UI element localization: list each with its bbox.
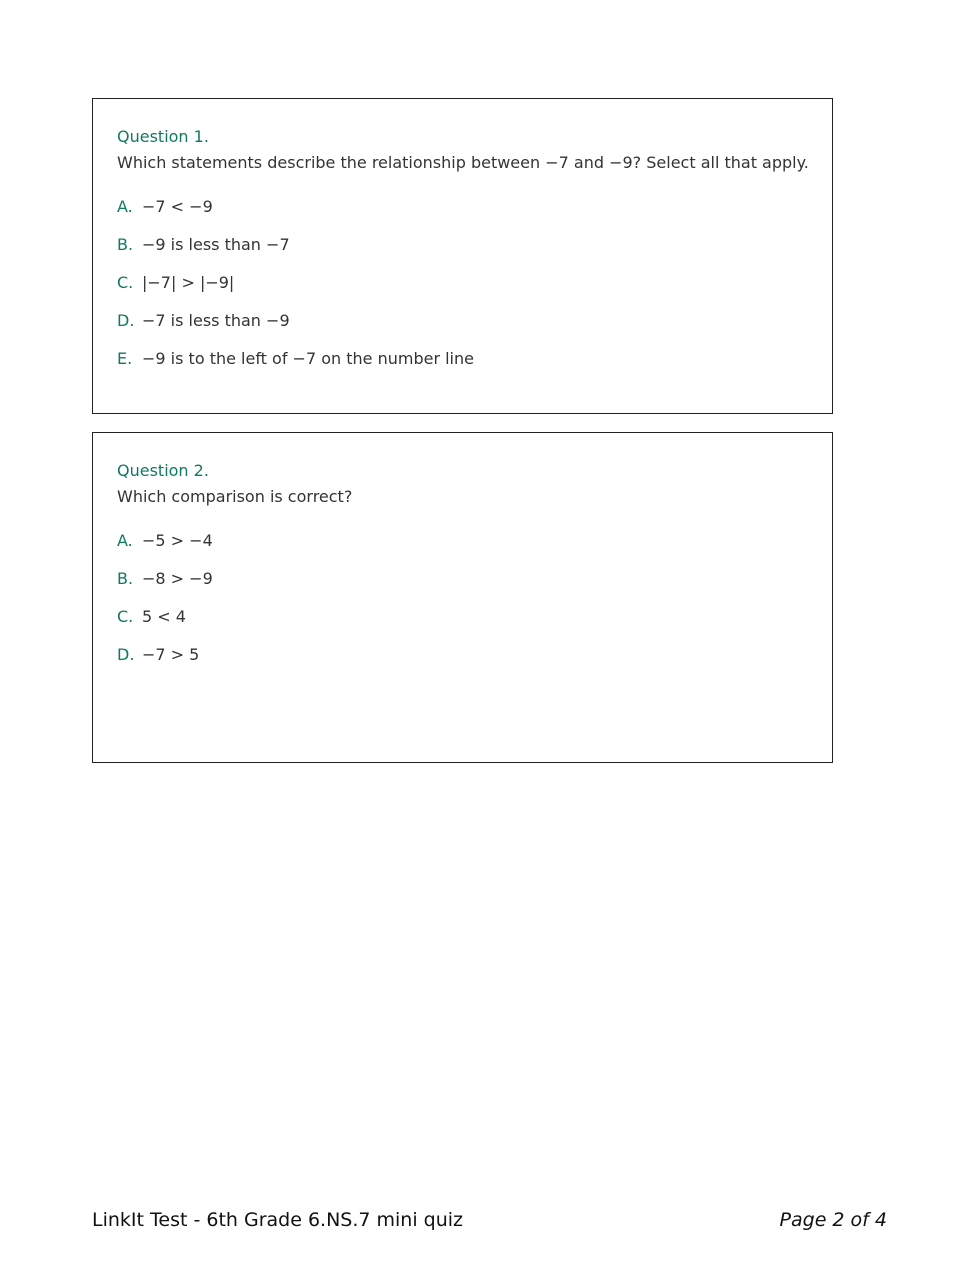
option-letter: C. [117,607,134,626]
question-1-option-d[interactable] [117,311,808,331]
question-2-option-a[interactable] [117,531,808,551]
question-2-option-d[interactable] [117,645,808,665]
question-2-option-c[interactable] [117,607,808,627]
option-text: −7 < −9 [142,197,213,216]
question-1-option-c[interactable] [117,273,808,293]
option-letter: E. [117,349,133,368]
option-text: |−7| > |−9| [142,273,235,292]
option-letter: D. [117,311,135,330]
question-2-prompt: Which comparison is correct? [117,487,353,506]
option-text: −8 > −9 [142,569,213,588]
test-name: LinkIt Test - 6th Grade 6.NS.7 mini quiz [92,1209,464,1231]
option-text: −5 > −4 [142,531,213,550]
option-letter: B. [117,235,134,254]
question-2-option-b[interactable] [117,569,808,589]
option-letter: A. [117,531,133,550]
option-text: −9 is less than −7 [142,235,290,254]
option-text: 5 < 4 [142,607,186,626]
option-letter: A. [117,197,133,216]
question-1-option-b[interactable] [117,235,808,255]
option-letter: C. [117,273,134,292]
question-1-title: Question 1. [117,127,209,146]
question-1-options [117,197,808,369]
page-footer [92,1208,887,1232]
question-1-option-e[interactable] [117,349,808,369]
question-2-title: Question 2. [117,461,209,480]
question-1-box [92,98,833,414]
option-letter: D. [117,645,135,664]
option-text: −7 is less than −9 [142,311,290,330]
question-2-options [117,531,808,665]
question-2-box [92,432,833,763]
question-1-prompt: Which statements describe the relationship between −7 and −9? Select all that apply. [117,153,809,172]
page-indicator: Page 2 of 4 [779,1209,887,1231]
option-text: −7 > 5 [142,645,200,664]
option-letter: B. [117,569,134,588]
option-text: −9 is to the left of −7 on the number line [142,349,474,368]
question-1-option-a[interactable] [117,197,808,217]
